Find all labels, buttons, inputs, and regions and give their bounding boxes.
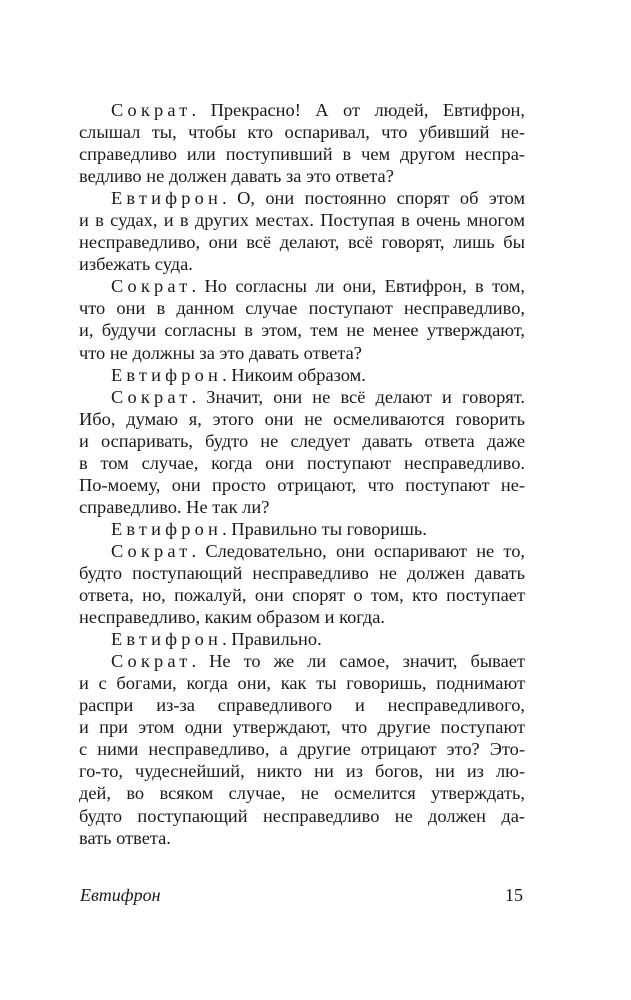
text-line: Сократ. Не то же ли самое, значит, бывает — [111, 651, 525, 672]
line-text: и при этом одни утверждают, что другие поступают — [79, 717, 525, 738]
line-text: справедливо или поступивший в чем другом неспра- — [79, 144, 525, 165]
speaker-name: Сократ — [111, 386, 192, 407]
text-line — [79, 584, 525, 606]
line-text: ответа, но, пожалуй, они спорят о том, кто поступает — [79, 585, 525, 606]
text-line — [79, 231, 525, 253]
dialogue-paragraph — [79, 386, 525, 518]
speaker-name: Сократ — [111, 276, 192, 297]
text-line: Евтифрон. Никоим образом. — [111, 364, 366, 385]
speaker-name: Евтифрон — [111, 518, 223, 539]
text-line — [79, 827, 525, 849]
line-text: и с богами, когда они, как ты говоришь, поднимают — [79, 673, 525, 694]
line-text: Значит, они не всё делают и говорят. — [206, 386, 525, 407]
text-line: Сократ. Значит, они не всё делают и говорят. — [111, 386, 525, 407]
text-line — [79, 297, 525, 319]
text-line — [79, 694, 525, 716]
running-title: Евтифрон — [80, 885, 161, 905]
line-text: и, будучи согласны в этом, тем не менее утверждают, — [79, 320, 525, 341]
line-text: дей, во всяком случае, не осмелится утверждать, — [79, 783, 525, 804]
line-text: что не должны за это давать ответа? — [79, 342, 362, 363]
text-line — [79, 672, 525, 694]
speaker-name: Евтифрон — [111, 629, 223, 650]
text-line — [79, 474, 525, 496]
line-text: избежать суда. — [79, 254, 193, 275]
line-text: что они в данном случае поступают несправедливо, — [79, 298, 525, 319]
line-text: Прекрасно! А от людей, Евтифрон, — [210, 100, 525, 120]
line-text: слышал ты, чтобы кто оспаривал, что убивший не- — [79, 122, 525, 143]
dialogue-paragraph — [79, 275, 525, 363]
text-line — [79, 562, 525, 584]
line-text: несправедливо, каким образом и когда. — [79, 607, 386, 628]
line-text: Правильно ты говоришь. — [231, 518, 427, 539]
line-text: и в судах, и в других местах. Поступая в очень многом — [79, 210, 525, 231]
dialogue-paragraph — [79, 650, 525, 848]
text-line — [79, 143, 525, 165]
text-line — [79, 496, 525, 518]
text-line — [79, 805, 525, 827]
line-text: Ибо, думаю я, этого они не осмеливаются говорить — [79, 408, 525, 429]
speaker-name: Сократ — [111, 651, 192, 672]
text-line — [79, 408, 525, 430]
line-text: будто поступающий несправедливо не должен давать — [79, 562, 525, 583]
line-text: распри из-за справедливого и несправедливого, — [79, 695, 525, 716]
dialogue-paragraph — [79, 364, 525, 386]
text-line: Сократ. Прекрасно! А от людей, Евтифрон, — [111, 100, 525, 120]
line-text: го-то, чудеснейший, никто ни из богов, ни из лю- — [79, 761, 525, 782]
text-line: Евтифрон. Правильно. — [111, 629, 322, 650]
speaker-name: Сократ — [111, 100, 192, 120]
line-text: и оспаривать, будто не следует давать ответа даже — [79, 430, 525, 451]
line-text: О, они постоянно спорят об этом — [237, 188, 525, 209]
text-line — [79, 738, 525, 760]
line-text: По-моему, они просто отрицают, что поступают не- — [79, 474, 525, 495]
speaker-name: Евтифрон — [111, 364, 223, 385]
line-text: Правильно. — [231, 629, 322, 650]
speaker-name: Сократ — [111, 540, 192, 561]
text-line — [79, 253, 525, 275]
text-line — [79, 319, 525, 341]
text-line: Евтифрон. Правильно ты говоришь. — [111, 518, 427, 539]
text-line: Евтифрон. О, они постоянно спорят об этом — [111, 188, 525, 209]
line-text: в том случае, когда они поступают несправедливо. — [79, 452, 525, 473]
dialogue-paragraph — [79, 187, 525, 275]
dialogue-paragraph — [79, 518, 525, 540]
line-text: вать ответа. — [79, 827, 171, 848]
text-line — [79, 165, 525, 187]
speaker-name: Евтифрон — [111, 188, 223, 209]
text-line — [79, 452, 525, 474]
text-line — [79, 209, 525, 231]
line-text: Но согласны ли они, Евтифрон, в том, — [204, 276, 525, 297]
text-line — [79, 342, 525, 364]
page-body — [79, 99, 525, 849]
line-text: Никоим образом. — [231, 364, 366, 385]
dialogue-paragraph — [79, 628, 525, 650]
line-text: ведливо не должен давать за это ответа? — [79, 166, 394, 187]
line-text: с ними несправедливо, а другие отрицают это? Это- — [79, 739, 525, 760]
text-line — [79, 606, 525, 628]
dialogue-paragraph — [79, 99, 525, 187]
line-text: справедливо. Не так ли? — [79, 496, 270, 517]
line-text: Не то же ли самое, значит, бывает — [209, 651, 525, 672]
text-line — [79, 716, 525, 738]
text-line — [79, 760, 525, 782]
page-number: 15 — [505, 885, 523, 905]
line-text: несправедливо, они всё делают, всё говорят, лишь бы — [79, 232, 525, 253]
line-text: Следовательно, они оспаривают не то, — [205, 540, 525, 561]
text-line: Сократ. Но согласны ли они, Евтифрон, в том, — [111, 276, 525, 297]
dialogue-paragraph — [79, 540, 525, 628]
text-line — [79, 121, 525, 143]
text-line — [79, 782, 525, 804]
text-line — [79, 430, 525, 452]
text-line: Сократ. Следовательно, они оспаривают не то, — [111, 540, 525, 561]
line-text: будто поступающий несправедливо не должен да- — [79, 805, 525, 826]
